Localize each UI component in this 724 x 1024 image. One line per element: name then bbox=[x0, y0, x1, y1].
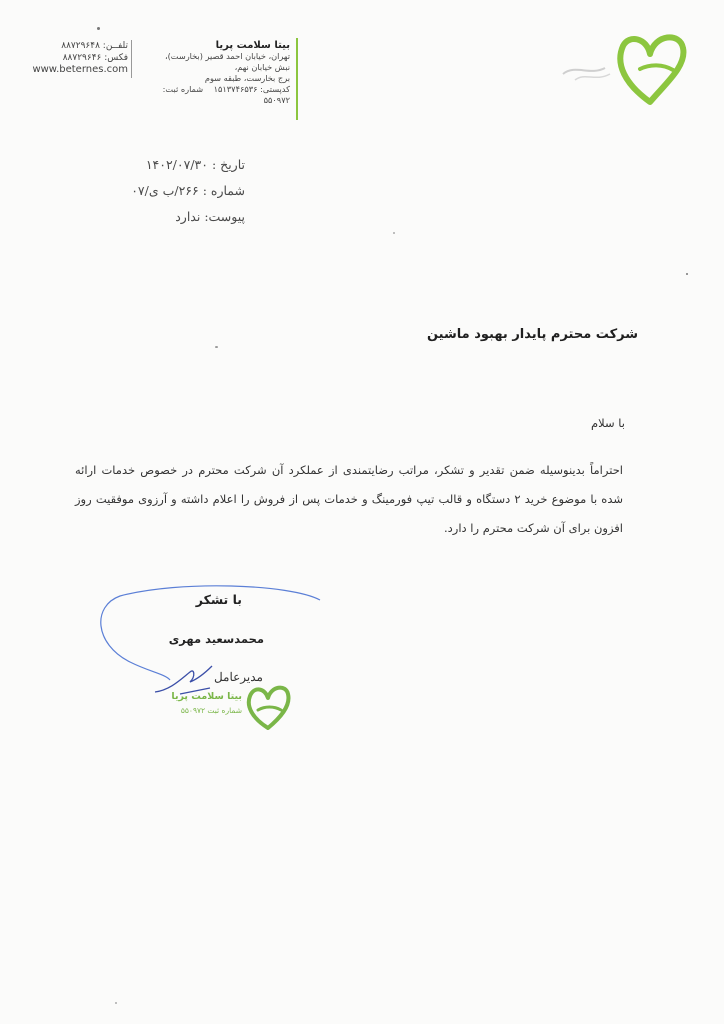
header-divider-green bbox=[296, 38, 298, 120]
recipient-line: شرکت محترم پایدار بهبود ماشین bbox=[426, 327, 638, 342]
letter-date: تاریخ : ۱۴۰۲/۰۷/۳۰ bbox=[145, 157, 245, 172]
company-stamp-logo bbox=[150, 680, 310, 730]
greeting-line: با سلام bbox=[591, 416, 625, 430]
stamp-registration: شماره ثبت ۵۵۰۹۷۲ bbox=[180, 706, 242, 715]
company-address-block bbox=[140, 40, 290, 106]
letter-meta bbox=[60, 152, 245, 230]
fax-number: فکس: ۸۸۷۲۹۶۴۶ bbox=[62, 53, 128, 63]
scan-speck bbox=[115, 1002, 117, 1004]
signer-role: مدیرعامل bbox=[213, 670, 263, 684]
postal-registration-line bbox=[140, 84, 290, 106]
letter-number: شماره : ۲۶۶/ب ی/۰۷ bbox=[131, 183, 245, 198]
address-line-3: برج بخارست، طبقه سوم bbox=[204, 73, 290, 83]
address-line-1: تهران، خیابان احمد قصیر (بخارست)، bbox=[164, 51, 290, 61]
scan-speck bbox=[686, 273, 688, 275]
letter-attachment: پیوست: ندارد bbox=[175, 209, 245, 224]
header-divider-grey bbox=[131, 40, 132, 78]
stamp-company-name: بیتا سلامت پریا bbox=[171, 691, 242, 702]
phone-number: تلفــن: ۸۸۷۲۹۶۴۸ bbox=[61, 41, 128, 51]
scan-speck bbox=[97, 27, 100, 30]
postal-code: کدپستی: ۱۵۱۳۷۴۶۵۳۶ bbox=[213, 84, 290, 94]
signer-name: محمدسعید مهری bbox=[168, 632, 264, 646]
scan-speck bbox=[393, 232, 395, 234]
contact-block bbox=[18, 40, 128, 76]
address-line-2: نبش خیابان نهم، bbox=[234, 62, 290, 72]
website-link: www.beternes.com bbox=[32, 64, 128, 75]
scan-speck bbox=[215, 346, 218, 348]
registration-number: شماره ثبت: ۵۵۰۹۷۲ bbox=[162, 84, 290, 105]
company-logo bbox=[555, 24, 695, 106]
letter-body: احتراماً بدینوسیله ضمن تقدیر و تشکر، مراتب رضایتمندی از عملکرد آن شرکت محترم در خصوص خدمات ارائه شده با موضوع خرید ۲ دستگاه و قالب تیپ فورمینگ و خدمات پس از فروش را اعلام داشته و آرزوی موفقیت روز افزون برای آن شرکت محترم را دارد. bbox=[75, 463, 623, 535]
closing-phrase: با تشکر bbox=[195, 592, 242, 607]
company-name: بیتا سلامت پریا bbox=[215, 40, 290, 51]
